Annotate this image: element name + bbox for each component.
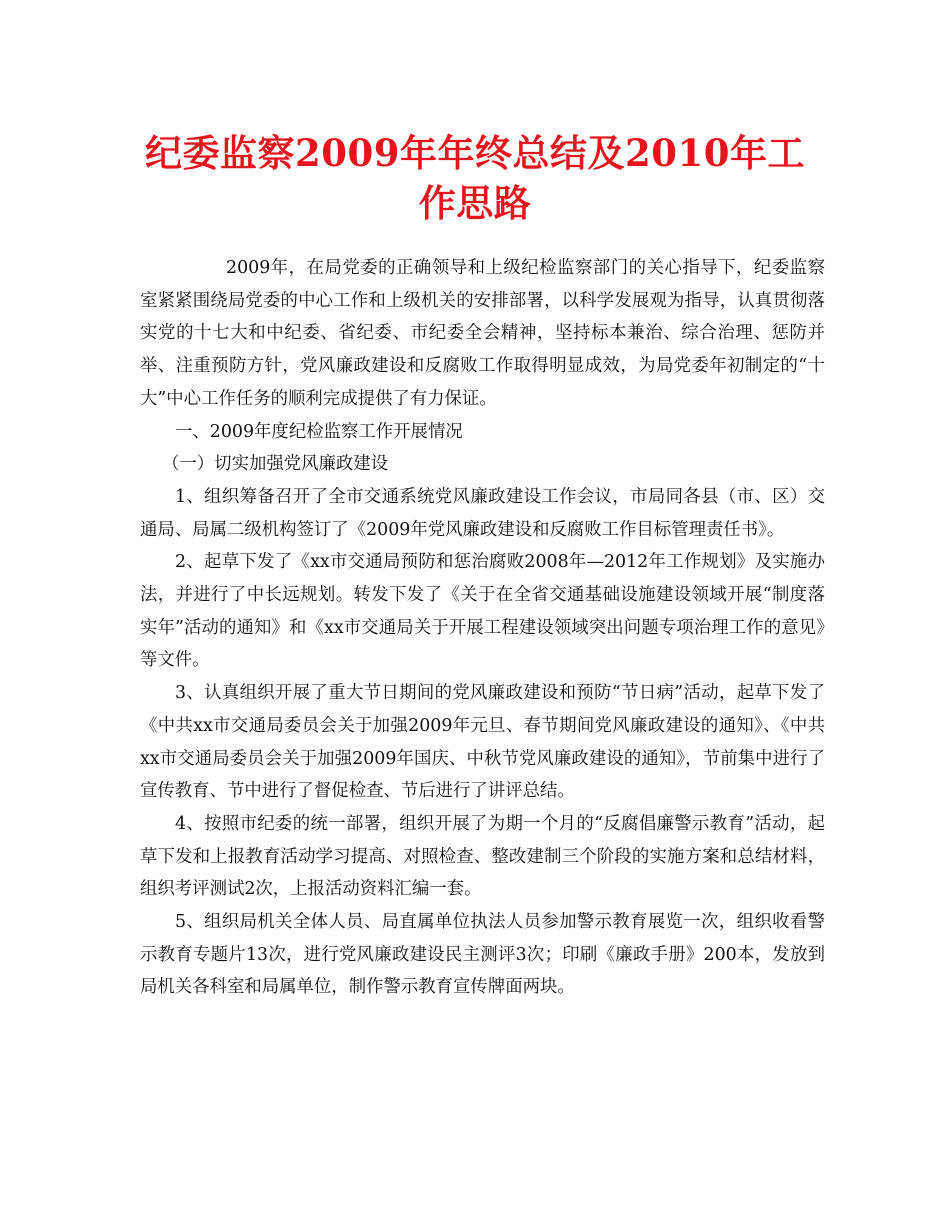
item-paragraph-2: 2、起草下发了《xx市交通局预防和惩治腐败2008年—2012年工作规划》及实施办法，并进行了中长远规划。转发下发了《关于在全省交通基础设施建设领域开展“制度落实年”活动的通知》和《xx市交通局关于开展工程建设领域突出问题专项治理工作的意见》等文件。 <box>140 552 825 671</box>
item-paragraph-1: 1、组织筹备召开了全市交通系统党风廉政建设工作会议，市局同各县（市、区）交通局、局属二级机构签订了《2009年党风廉政建设和反腐败工作目标管理责任书》。 <box>140 486 825 540</box>
section-heading: 一、2009年度纪检监察工作开展情况 <box>175 421 463 442</box>
intro-paragraph: 2009年，在局党委的正确领导和上级纪检监察部门的关心指导下，纪委监察室紧紧围绕局党委的中心工作和上级机关的安排部署，以科学发展观为指导，认真贯彻落实党的十七大和中纪委、省纪委、市纪委全会精神，坚持标本兼治、综合治理、惩防并举、注重预防方针，党风廉政建设和反腐败工作取得明显成效，为局党委年初制定的“十大”中心工作任务的顺利完成提供了有力保证。 <box>140 258 825 409</box>
item-paragraph-3: 3、认真组织开展了重大节日期间的党风廉政建设和预防“节日病”活动，起草下发了《中共xx市交通局委员会关于加强2009年元旦、春节期间党风廉政建设的通知》、《中共xx市交通局委员会关于加强2009年国庆、中秋节党风廉政建设的通知》，节前集中进行了宣传教育、节中进行了督促检查、节后进行了讲评总结。 <box>140 683 825 802</box>
item-paragraph-5: 5、组织局机关全体人员、局直属单位执法人员参加警示教育展览一次，组织收看警示教育专题片13次，进行党风廉政建设民主测评3次；印刷《廉政手册》200本，发放到局机关各科室和局属单位，制作警示教育宣传牌面两块。 <box>140 912 825 998</box>
document-body <box>140 252 825 1004</box>
document-title: 纪委监察2009年年终总结及2010年工作思路 <box>145 131 805 225</box>
subsection-heading: （一）切实加强党风廉政建设 <box>162 454 389 475</box>
item-paragraph-4: 4、按照市纪委的统一部署，组织开展了为期一个月的“反腐倡廉警示教育”活动，起草下发和上报教育活动学习提高、对照检查、整改建制三个阶段的实施方案和总结材料，组织考评测试2次，上报活动资料汇编一套。 <box>140 813 825 900</box>
